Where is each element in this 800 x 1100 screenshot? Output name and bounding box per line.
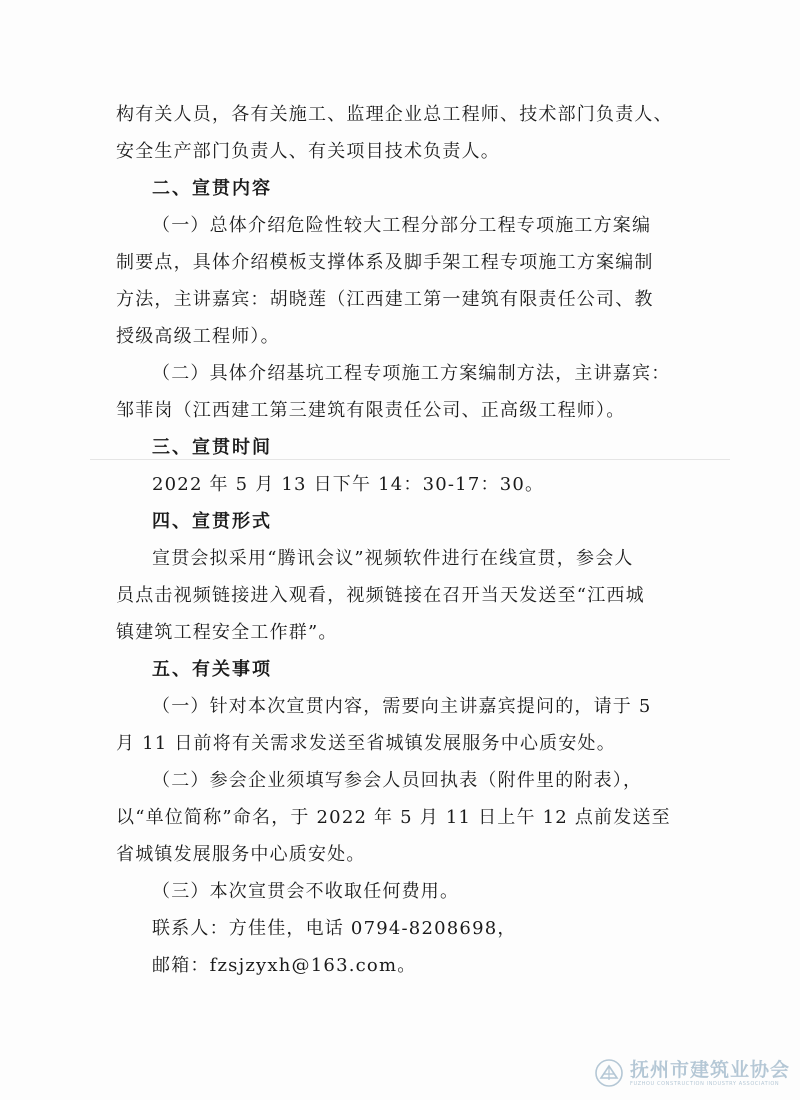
association-name-en: FUZHOU CONSTRUCTION INDUSTRY ASSOCIATION xyxy=(629,1080,780,1087)
text-line-9: 邹菲岗（江西建工第三建筑有限责任公司、正高级工程师）。 xyxy=(116,400,626,421)
section-heading-content: 二、宣贯内容 xyxy=(152,178,272,199)
association-logo-icon xyxy=(594,1058,624,1088)
text-line-22: （三）本次宣贯会不收取任何费用。 xyxy=(152,881,460,902)
association-watermark xyxy=(594,1058,790,1088)
text-line-1: 构有关人员，各有关施工、监理企业总工程师、技术部门负责人、 xyxy=(116,104,673,125)
email-line: 邮箱：fzsjzyxh@163.com。 xyxy=(152,955,417,976)
scan-artifact xyxy=(90,459,730,460)
text-line-7: 授级高级工程师）。 xyxy=(116,326,280,347)
text-line-5: 制要点，具体介绍模板支撑体系及脚手架工程专项施工方案编制 xyxy=(116,252,654,273)
text-line-8: （二）具体介绍基坑工程专项施工方案编制方法，主讲嘉宾： xyxy=(152,363,671,384)
text-line-19: （二）参会企业须填写参会人员回执表（附件里的附表）， xyxy=(152,770,643,791)
section-heading-matters: 五、有关事项 xyxy=(152,659,272,680)
text-line-17: （一）针对本次宣贯内容，需要向主讲嘉宾提问的，请于 5 xyxy=(152,696,652,717)
text-line-20: 以“单位简称”命名，于 2022 年 5 月 11 日上午 12 点前发送至 xyxy=(116,807,671,828)
text-line-15: 镇建筑工程安全工作群”。 xyxy=(116,622,338,643)
contact-line: 联系人：方佳佳，电话 0794-8208698， xyxy=(152,918,517,939)
text-line-6: 方法，主讲嘉宾：胡晓莲（江西建工第一建筑有限责任公司、教 xyxy=(116,289,654,310)
text-line-21: 省城镇发展服务中心质安处。 xyxy=(116,844,366,865)
text-line-18: 月 11 日前将有关需求发送至省城镇发展服务中心质安处。 xyxy=(116,733,616,754)
text-line-11: 2022 年 5 月 13 日下午 14：30-17：30。 xyxy=(152,474,545,495)
text-line-14: 员点击视频链接进入观看，视频链接在召开当天发送至“江西城 xyxy=(116,585,645,606)
text-line-13: 宣贯会拟采用“腾讯会议”视频软件进行在线宣贯，参会人 xyxy=(152,548,634,569)
association-name: 抚州市建筑业协会 xyxy=(629,1058,790,1081)
section-heading-time: 三、宣贯时间 xyxy=(152,437,272,458)
section-heading-form: 四、宣贯形式 xyxy=(152,511,272,532)
text-line-2: 安全生产部门负责人、有关项目技术负责人。 xyxy=(116,141,500,162)
text-line-4: （一）总体介绍危险性较大工程分部分工程专项施工方案编 xyxy=(152,215,652,236)
